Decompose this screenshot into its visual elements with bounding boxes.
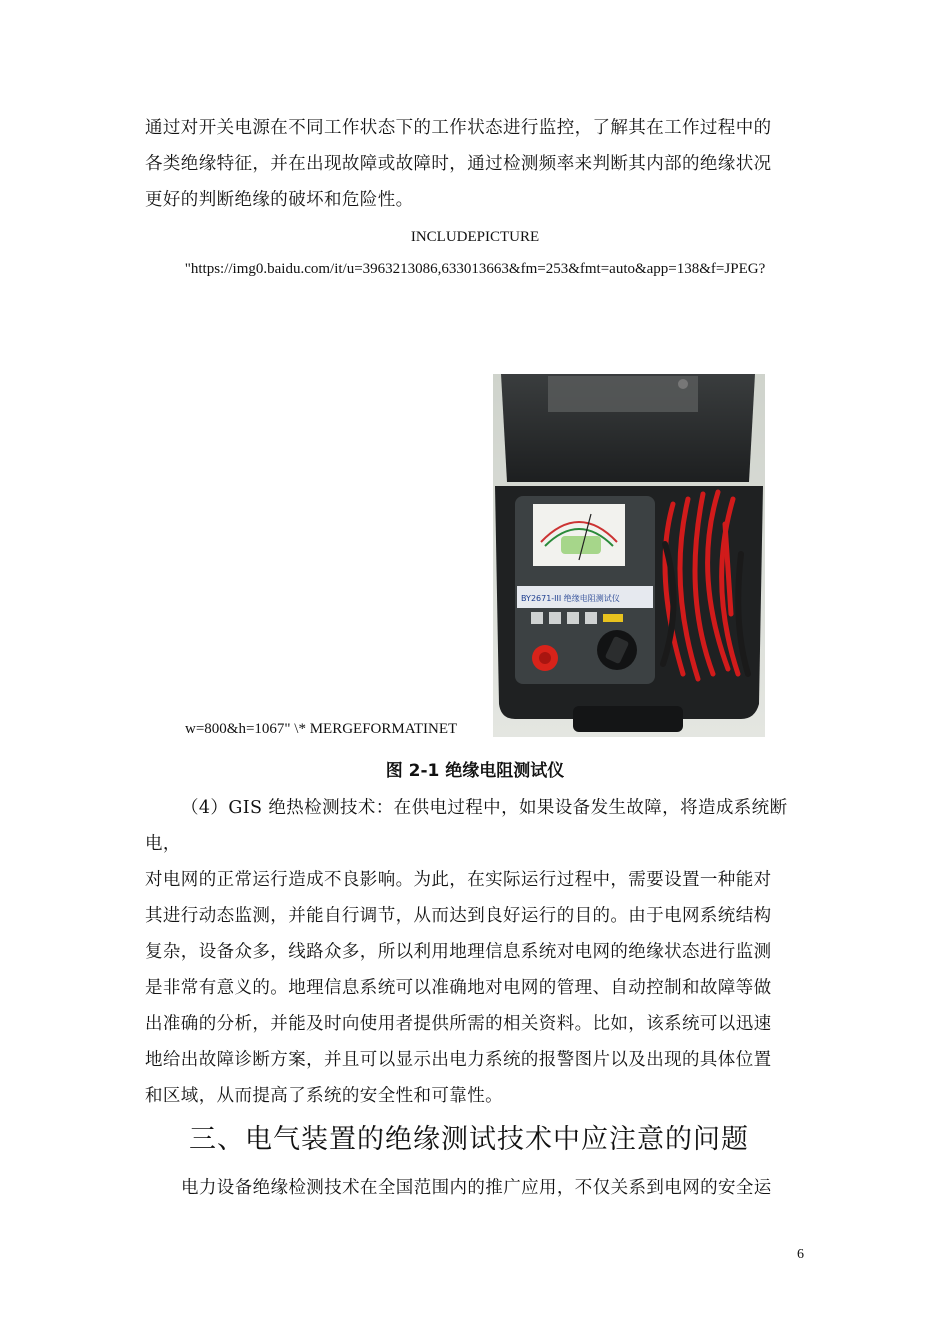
section-heading: 三、电气装置的绝缘测试技术中应注意的问题 — [189, 1124, 749, 1155]
field-code-line-3: w=800&h=1067" \* MERGEFORMATINET — [185, 721, 458, 737]
text-line: 其进行动态监测，并能自行调节，从而达到良好运行的目的。由于电网系统结构 — [145, 906, 772, 926]
paragraph-gis — [145, 790, 810, 1114]
text-line: （4）GIS 绝热检测技术：在供电过程中，如果设备发生故障，将造成系统断电， — [145, 798, 788, 854]
field-code-line-1: INCLUDEPICTURE — [410, 229, 540, 245]
text-line: 是非常有意义的。地理信息系统可以准确地对电网的管理、自动控制和故障等做 — [145, 978, 772, 998]
field-code-line-2: "https://img0.baidu.com/it/u=3963213086,633013663&fm=253&fmt=auto&app=138&f=JPEG? — [184, 261, 766, 277]
text-line: 出准确的分析，并能及时向使用者提供所需的相关资料。比如，该系统可以迅速 — [145, 1014, 772, 1034]
device-label: BY2671-III 绝缘电阻测试仪 — [521, 594, 620, 603]
insulation-tester-photo — [493, 374, 765, 737]
page-number: 6 — [797, 1247, 804, 1262]
text-line: 地给出故障诊断方案，并且可以显示出电力系统的报警图片以及出现的具体位置 — [145, 1050, 772, 1070]
text-line: 电力设备绝缘检测技术在全国范围内的推广应用，不仅关系到电网的安全运 — [181, 1178, 772, 1198]
text-line: 各类绝缘特征，并在出现故障或故障时，通过检测频率来判断其内部的绝缘状况 — [145, 154, 772, 174]
figure-caption: 图 2-1 绝缘电阻测试仪 — [385, 761, 565, 781]
text-line: 更好的判断绝缘的破坏和危险性。 — [145, 190, 414, 210]
text-line: 和区域，从而提高了系统的安全性和可靠性。 — [145, 1086, 503, 1106]
insulation-tester-illustration — [493, 374, 765, 737]
paragraph-intro — [145, 110, 810, 218]
text-line: 复杂，设备众多，线路众多，所以利用地理信息系统对电网的绝缘状态进行监测 — [145, 942, 772, 962]
text-line: 通过对开关电源在不同工作状态下的工作状态进行监控，了解其在工作过程中的 — [145, 118, 772, 138]
paragraph-last — [145, 1170, 810, 1206]
text-line: 对电网的正常运行造成不良影响。为此，在实际运行过程中，需要设置一种能对 — [145, 870, 772, 890]
